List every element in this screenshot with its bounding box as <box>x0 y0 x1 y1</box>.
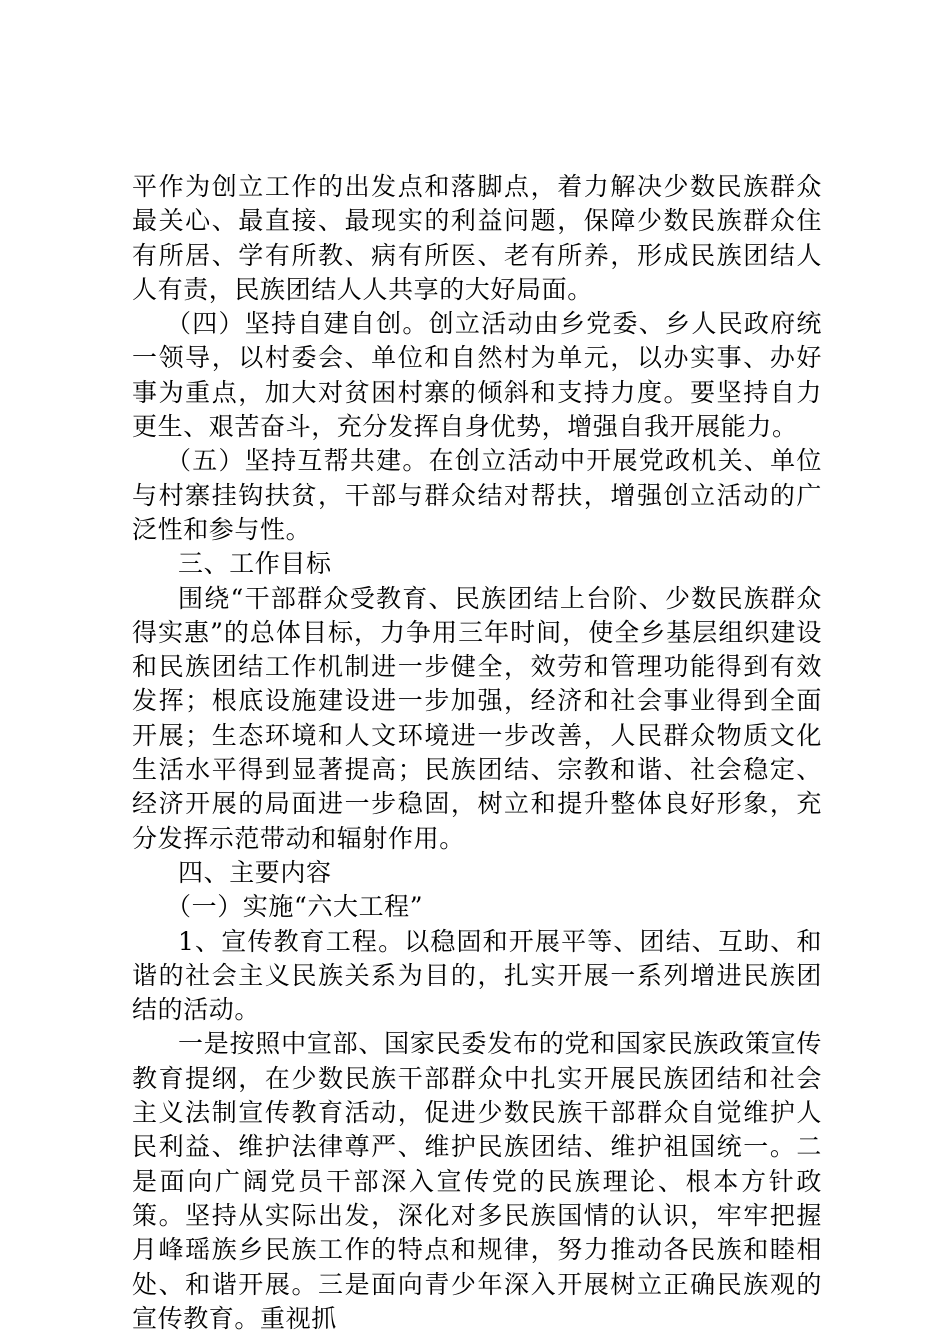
document-body <box>132 170 822 1336</box>
heading-main-content: 四、主要内容 <box>178 857 332 887</box>
paragraph-section-4: （四）坚持自建自创。创立活动由乡党委、乡人民政府统一领导，以村委会、单位和自然村为单元，以办实事、办好事为重点，加大对贫困村寨的倾斜和支持力度。要坚持自力更生、艰苦奋斗，充分发挥自身优势，增强自我开展能力。 <box>132 309 822 442</box>
paragraph-continuation: 平作为创立工作的出发点和落脚点，着力解决少数民族群众最关心、最直接、最现实的利益问题，保障少数民族群众住有所居、学有所教、病有所医、老有所养，形成民族团结人人有责，民族团结人人共享的大好局面。 <box>132 172 822 304</box>
paragraph-section-5: （五）坚持互帮共建。在创立活动中开展党政机关、单位与村寨挂钩扶贫，干部与群众结对帮扶，增强创立活动的广泛性和参与性。 <box>132 446 822 544</box>
heading-six-projects: （一）实施“六大工程” <box>166 892 424 922</box>
paragraph-work-goals: 围绕“干部群众受教育、民族团结上台阶、少数民族群众得实惠”的总体目标，力争用三年时间，使全乡基层组织建设和民族团结工作机制进一步健全，效劳和管理功能得到有效发挥；根底设施建设进一步加强，经济和社会事业得到全面开展；生态环境和人文环境进一步改善，人民群众物质文化生活水平得到显著提高；民族团结、宗教和谐、社会稳定、经济开展的局面进一步稳固，树立和提升整体良好形象，充分发挥示范带动和辐射作用。 <box>132 583 822 853</box>
paragraph-publicity-details: 一是按照中宣部、国家民委发布的党和国家民族政策宣传教育提纲，在少数民族干部群众中扎实开展民族团结和社会主义法制宣传教育活动，促进少数民族干部群众自觉维护人民利益、维护法律尊严、维护民族团结、维护祖国统一。二是面向广阔党员干部深入宣传党的民族理论、根本方针政策。坚持从实际出发，深化对多民族国情的认识，牢牢把握月峰瑶族乡民族工作的特点和规律，努力推动各民族和睦相处、和谐开展。三是面向青少年深入开展树立正确民族观的宣传教育。重视抓 <box>132 1029 822 1333</box>
heading-work-goals: 三、工作目标 <box>178 549 332 579</box>
paragraph-publicity-project: 1、宣传教育工程。以稳固和开展平等、团结、互助、和谐的社会主义民族关系为目的，扎实开展一系列增进民族团结的活动。 <box>132 926 822 1025</box>
